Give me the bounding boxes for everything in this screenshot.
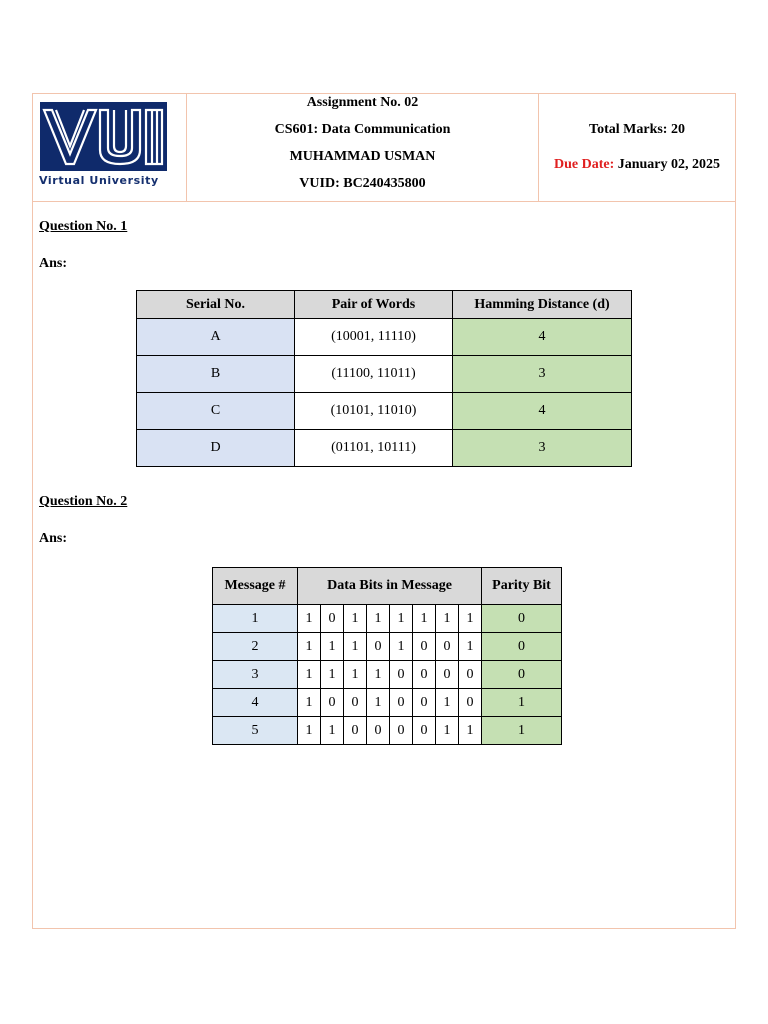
assignment-header [33,94,735,202]
data-bit-cell: 0 [344,689,367,717]
data-bit-cell: 0 [367,717,390,745]
message-number-cell: 5 [213,717,298,745]
data-bit-cell: 1 [459,605,482,633]
pair-cell: (01101, 10111) [295,430,453,467]
data-bit-cell: 1 [390,605,413,633]
parity-bit-cell: 1 [482,689,562,717]
vu-logo [40,102,167,171]
data-bit-cell: 0 [459,661,482,689]
data-bit-cell: 1 [298,605,321,633]
distance-cell: 3 [453,356,632,393]
data-bit-cell: 0 [413,717,436,745]
data-bit-cell: 0 [413,661,436,689]
data-bit-cell: 0 [344,717,367,745]
data-bit-cell: 1 [367,689,390,717]
data-bit-cell: 1 [344,605,367,633]
serial-cell: B [137,356,295,393]
data-bit-cell: 0 [321,605,344,633]
message-number-cell: 1 [213,605,298,633]
question-2-heading: Question No. 2 [39,494,128,509]
data-bit-cell: 1 [436,717,459,745]
assignment-number: Assignment No. 02 [306,95,419,110]
col-pair-header: Pair of Words [295,291,453,319]
total-marks: Total Marks: 20 [589,122,685,137]
table-row [137,430,632,467]
pair-cell: (10101, 11010) [295,393,453,430]
table-header-row [213,568,562,605]
table-row [213,605,562,633]
data-bit-cell: 0 [390,717,413,745]
table-header-row [137,291,632,319]
data-bit-cell: 0 [436,661,459,689]
due-date-label: Due Date: [553,157,615,172]
message-number-cell: 2 [213,633,298,661]
data-bit-cell: 1 [298,633,321,661]
data-bit-cell: 0 [459,689,482,717]
data-bit-cell: 1 [298,689,321,717]
distance-cell: 4 [453,319,632,356]
question-2-ans-label: Ans: [39,531,68,546]
data-bit-cell: 1 [321,633,344,661]
data-bit-cell: 1 [390,633,413,661]
data-bit-cell: 0 [390,689,413,717]
pair-cell: (11100, 11011) [295,356,453,393]
data-bit-cell: 0 [413,689,436,717]
col-data-bits-header: Data Bits in Message [298,568,482,605]
data-bit-cell: 1 [321,717,344,745]
table-row [137,356,632,393]
col-serial-header: Serial No. [137,291,295,319]
table-row [213,717,562,745]
serial-cell: D [137,430,295,467]
distance-cell: 4 [453,393,632,430]
parity-bit-cell: 0 [482,633,562,661]
data-bit-cell: 1 [344,661,367,689]
col-distance-header: Hamming Distance (d) [453,291,632,319]
table-row [213,633,562,661]
parity-bit-cell: 1 [482,717,562,745]
question-1-heading: Question No. 1 [39,219,128,234]
pair-cell: (10001, 11110) [295,319,453,356]
data-bit-cell: 1 [459,717,482,745]
data-bit-cell: 1 [298,661,321,689]
title-cell [187,94,539,201]
page-frame [32,93,736,929]
table-row [137,393,632,430]
logo-cell [33,94,187,201]
question-1-ans-label: Ans: [39,256,68,271]
parity-bit-cell: 0 [482,605,562,633]
data-bit-cell: 1 [344,633,367,661]
data-bit-cell: 1 [413,605,436,633]
data-bit-cell: 0 [367,633,390,661]
col-message-header: Message # [213,568,298,605]
message-number-cell: 3 [213,661,298,689]
due-date [539,157,735,173]
data-bit-cell: 1 [298,717,321,745]
data-bit-cell: 0 [413,633,436,661]
course-title: CS601: Data Communication [274,122,451,137]
due-date-value: January 02, 2025 [617,157,721,172]
logo-subtitle: Virtual University [39,174,159,187]
serial-cell: C [137,393,295,430]
student-name: MUHAMMAD USMAN [289,149,436,164]
message-number-cell: 4 [213,689,298,717]
vu-logo-mark [40,102,167,171]
data-bit-cell: 1 [436,605,459,633]
data-bit-cell: 1 [367,605,390,633]
data-bit-cell: 1 [367,661,390,689]
data-bit-cell: 1 [436,689,459,717]
data-bit-cell: 0 [436,633,459,661]
vuid: VUID: BC240435800 [299,176,426,191]
data-bit-cell: 1 [321,661,344,689]
table-row [137,319,632,356]
col-parity-header: Parity Bit [482,568,562,605]
hamming-distance-table [136,290,632,467]
distance-cell: 3 [453,430,632,467]
data-bit-cell: 0 [321,689,344,717]
data-bit-cell: 0 [390,661,413,689]
table-row [213,689,562,717]
table-row [213,661,562,689]
parity-bit-table [212,567,562,745]
serial-cell: A [137,319,295,356]
data-bit-cell: 1 [459,633,482,661]
parity-bit-cell: 0 [482,661,562,689]
marks-cell [539,94,735,201]
